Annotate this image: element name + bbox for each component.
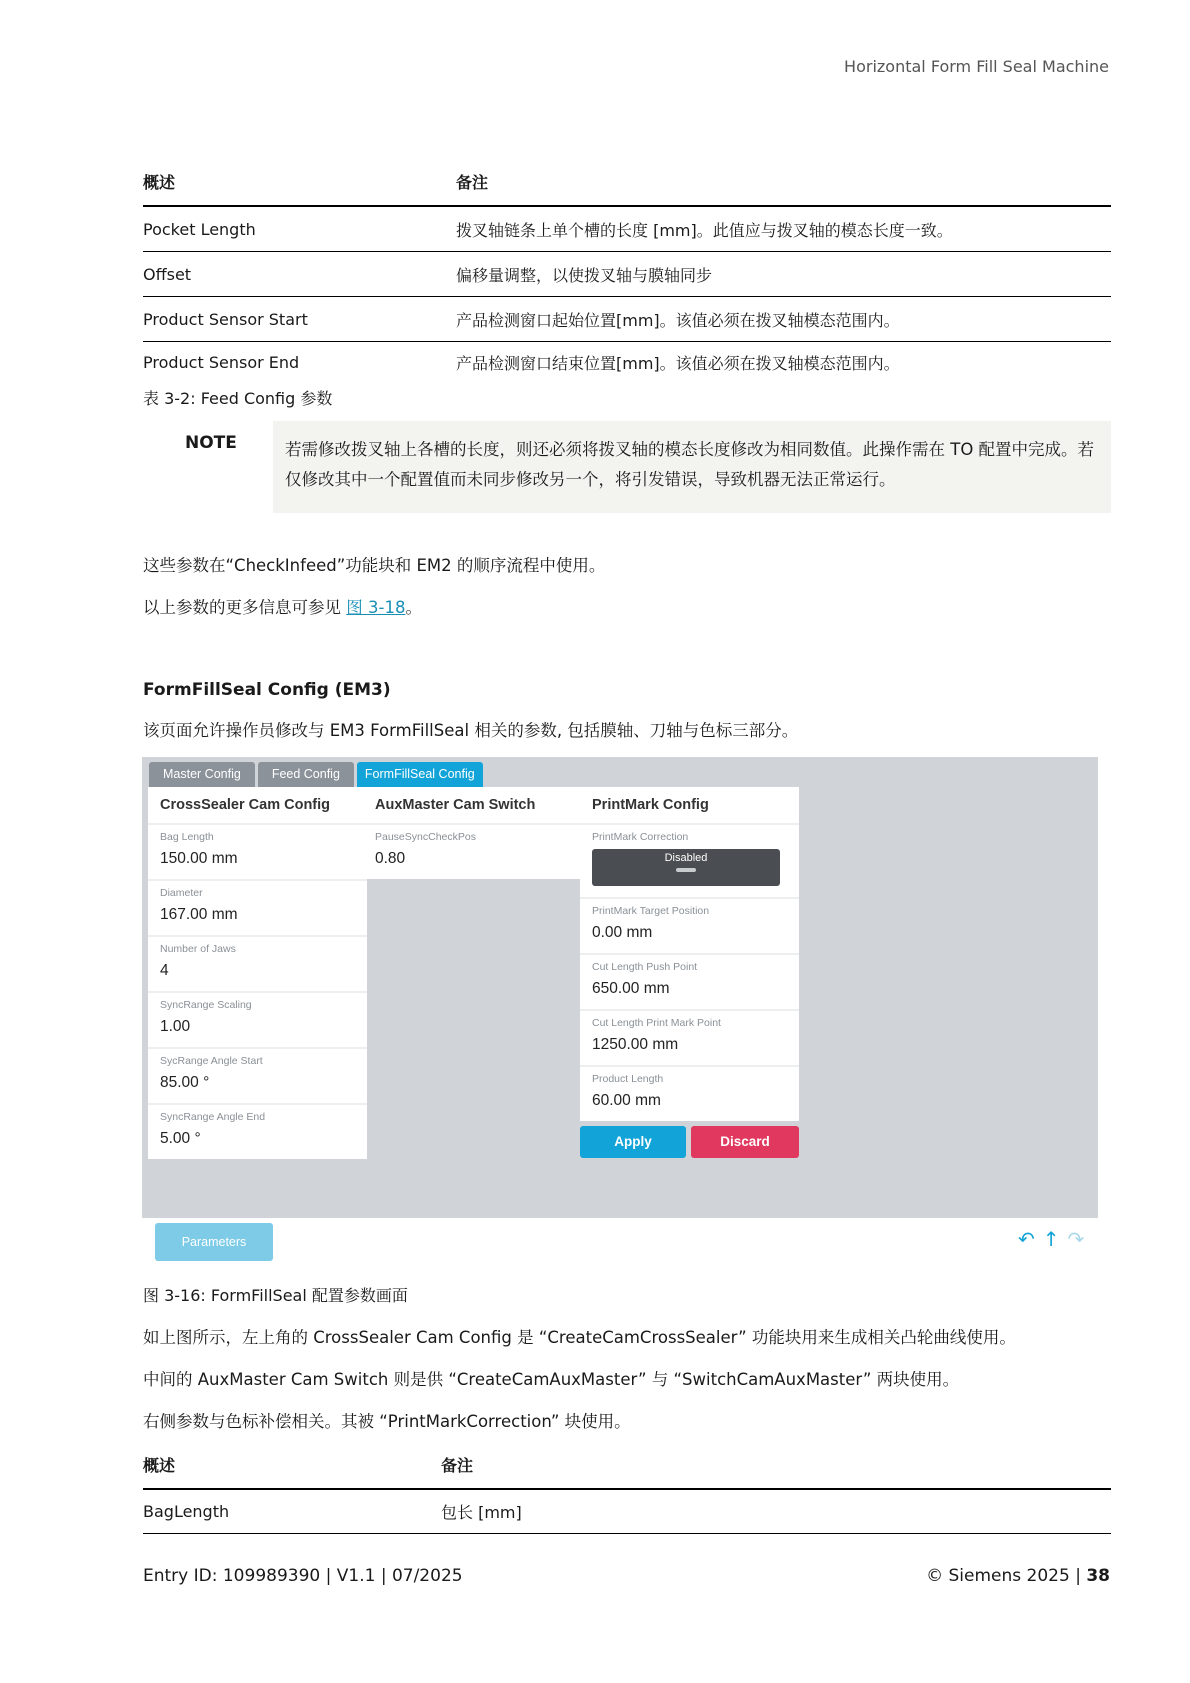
paragraph: 中间的 AuxMaster Cam Switch 则是供 “CreateCamAuxMaster” 与 “SwitchCamAuxMaster” 两块使用。	[143, 1370, 960, 1389]
section-title: FormFillSeal Config (EM3)	[143, 680, 391, 700]
paragraph: 这些参数在“CheckInfeed”功能块和 EM2 的顺序流程中使用。	[143, 556, 606, 575]
pausesync-field[interactable]	[363, 825, 582, 879]
copyright-text: © Siemens 2025 |	[926, 1566, 1087, 1586]
table-header	[143, 1441, 1111, 1490]
hmi-screenshot	[142, 757, 1098, 1218]
crosssealer-panel	[148, 787, 367, 1159]
cell-name: Product Sensor End	[143, 352, 300, 372]
field-value: 60.00 mm	[592, 1092, 661, 1109]
cell-name: Pocket Length	[143, 219, 256, 239]
panel-title: CrossSealer Cam Config	[148, 787, 367, 823]
tab-feed-config[interactable]: Feed Config	[258, 762, 354, 787]
target-position-field[interactable]	[580, 899, 799, 953]
field-value: 0.80	[375, 850, 406, 867]
param-table	[143, 1441, 1111, 1534]
auxmaster-panel	[363, 787, 582, 879]
col-header-description: 概述	[143, 1456, 176, 1475]
cell-name: BagLength	[143, 1502, 230, 1521]
bag-length-field[interactable]	[148, 825, 367, 879]
reference-suffix: 。	[405, 598, 422, 617]
discard-button[interactable]: Discard	[691, 1126, 799, 1158]
table-row	[143, 342, 1111, 382]
field-label: Diameter	[160, 887, 203, 899]
field-label: SycRange Angle Start	[160, 1055, 263, 1067]
tab-formfillseal-config[interactable]: FormFillSeal Config	[357, 762, 483, 787]
footer-copyright	[926, 1566, 1110, 1586]
cell-remark: 产品检测窗口起始位置[mm]。该值必须在拨叉轴模态范围内。	[456, 310, 900, 330]
field-value: 150.00 mm	[160, 850, 238, 867]
syncrange-scaling-field[interactable]	[148, 993, 367, 1047]
table-caption: 表 3-2: Feed Config 参数	[143, 389, 333, 408]
cell-remark: 产品检测窗口结束位置[mm]。该值必须在拨叉轴模态范围内。	[456, 353, 900, 373]
table-row	[143, 252, 1111, 297]
field-label: Cut Length Push Point	[592, 961, 698, 973]
running-header: Horizontal Form Fill Seal Machine	[844, 57, 1109, 76]
product-length-field[interactable]	[580, 1067, 799, 1121]
cell-remark: 拨叉轴链条上单个槽的长度 [mm]。此值应与拨叉轴的模态长度一致。	[456, 220, 953, 240]
col-header-remarks: 备注	[441, 1456, 474, 1475]
field-label: SyncRange Scaling	[160, 999, 252, 1011]
jaws-field[interactable]	[148, 937, 367, 991]
table-row	[143, 1490, 1111, 1534]
field-value: 1.00	[160, 1018, 191, 1035]
angle-end-field[interactable]	[148, 1105, 367, 1159]
toggle-indicator	[676, 868, 696, 872]
field-value: 650.00 mm	[592, 980, 670, 997]
field-label: SyncRange Angle End	[160, 1111, 266, 1123]
footer-entry-id: Entry ID: 109989390 | V1.1 | 07/2025	[143, 1566, 463, 1586]
diameter-field[interactable]	[148, 881, 367, 935]
note-label: NOTE	[185, 433, 237, 453]
page-number: 38	[1086, 1566, 1110, 1586]
field-label: PrintMark Target Position	[592, 905, 710, 917]
field-value: 5.00 °	[160, 1130, 201, 1147]
cell-remark: 包长 [mm]	[441, 1503, 522, 1522]
printmark-panel	[580, 787, 799, 1121]
cell-name: Offset	[143, 264, 192, 284]
field-value: 167.00 mm	[160, 906, 238, 923]
col-header-description: 概述	[143, 173, 176, 192]
table-header	[143, 158, 1111, 207]
feed-config-table	[143, 158, 1111, 382]
figure-caption: 图 3-16: FormFillSeal 配置参数画面	[143, 1286, 408, 1305]
field-value: 85.00 °	[160, 1074, 210, 1091]
nav-icons	[1018, 1227, 1084, 1251]
paragraph-reference	[143, 594, 422, 618]
tab-bar	[149, 762, 483, 787]
field-value: 1250.00 mm	[592, 1036, 679, 1053]
printmark-correction-toggle[interactable]	[592, 849, 780, 886]
angle-start-field[interactable]	[148, 1049, 367, 1103]
undo-icon[interactable]: ↶	[1018, 1227, 1035, 1251]
paragraph: 如上图所示，左上角的 CrossSealer Cam Config 是 “CreateCamCrossSealer” 功能块用来生成相关凸轮曲线使用。	[143, 1328, 1016, 1347]
cell-name: Product Sensor Start	[143, 309, 308, 329]
field-label: PauseSyncCheckPos	[375, 831, 476, 843]
printmark-correction-field	[580, 825, 799, 897]
arrow-up-icon[interactable]: ↑	[1042, 1227, 1060, 1251]
apply-button[interactable]: Apply	[580, 1126, 686, 1158]
panel-title: AuxMaster Cam Switch	[363, 787, 582, 823]
reference-prefix: 以上参数的更多信息可参见	[143, 598, 347, 617]
figure-link[interactable]: 图 3-18	[346, 598, 406, 617]
push-point-field[interactable]	[580, 955, 799, 1009]
field-label: PrintMark Correction	[592, 831, 689, 843]
panel-title: PrintMark Config	[580, 787, 799, 823]
redo-icon[interactable]: ↷	[1067, 1227, 1085, 1251]
paragraph: 右侧参数与色标补偿相关。其被 “PrintMarkCorrection” 块使用。	[143, 1412, 631, 1431]
field-label: Number of Jaws	[160, 943, 236, 955]
table-row	[143, 297, 1111, 342]
parameters-button[interactable]: Parameters	[155, 1223, 273, 1261]
note-box: 若需修改拨叉轴上各槽的长度，则还必须将拨叉轴的模态长度修改为相同数值。此操作需在 TO 配置中完成。若仅修改其中一个配置值而未同步修改另一个，将引发错误，导致机器无法正常运行。	[273, 421, 1111, 513]
field-label: Bag Length	[160, 831, 214, 843]
col-header-remarks: 备注	[456, 173, 489, 192]
paragraph: 该页面允许操作员修改与 EM3 FormFillSeal 相关的参数, 包括膜轴、刀轴与色标三部分。	[143, 721, 799, 740]
cell-remark: 偏移量调整，以使拨叉轴与膜轴同步	[456, 265, 713, 285]
field-value: 0.00 mm	[592, 924, 653, 941]
toggle-state: Disabled	[664, 852, 708, 864]
table-row	[143, 207, 1111, 252]
tab-master-config[interactable]: Master Config	[149, 762, 255, 787]
print-mark-point-field[interactable]	[580, 1011, 799, 1065]
field-label: Product Length	[592, 1073, 664, 1085]
field-value: 4	[160, 962, 169, 979]
field-label: Cut Length Print Mark Point	[592, 1017, 721, 1029]
